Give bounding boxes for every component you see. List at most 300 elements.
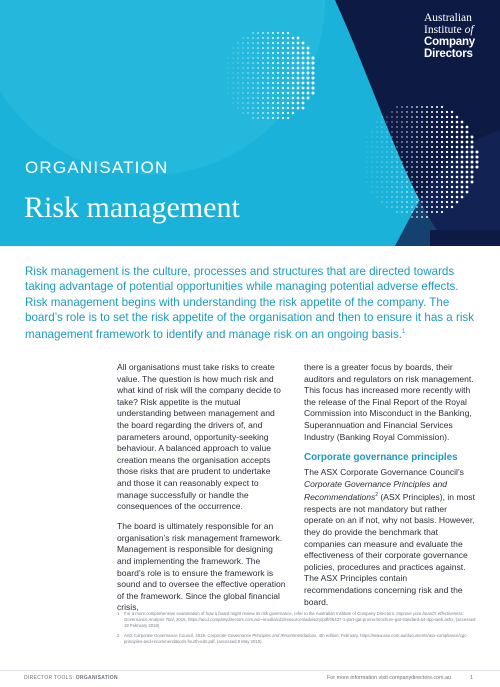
decorative-dot <box>461 136 464 139</box>
decorative-dot <box>451 116 453 118</box>
decorative-dot <box>426 111 428 113</box>
decorative-dot <box>406 111 407 112</box>
decorative-dot <box>367 142 368 143</box>
decorative-dot <box>451 131 453 133</box>
decorative-dot <box>297 37 300 40</box>
decorative-dot <box>292 77 295 80</box>
decorative-dot <box>451 191 453 193</box>
page-title: Risk management <box>24 191 240 224</box>
decorative-dot <box>391 176 392 177</box>
decorative-dot <box>416 186 418 188</box>
decorative-dot <box>391 206 392 207</box>
decorative-dot <box>431 201 433 203</box>
decorative-dot <box>267 37 269 39</box>
decorative-dot <box>247 97 248 98</box>
decorative-dot <box>252 32 253 33</box>
decorative-dot <box>372 142 373 143</box>
decorative-dot <box>267 42 269 44</box>
decorative-dot <box>461 126 464 129</box>
decorative-dot <box>431 211 433 213</box>
decorative-dot <box>262 47 264 49</box>
decorative-dot <box>302 107 305 110</box>
decorative-dot <box>456 161 459 164</box>
decorative-dot <box>277 32 279 34</box>
decorative-dot <box>426 216 428 218</box>
decorative-dot <box>382 187 383 188</box>
decorative-dot <box>446 191 448 193</box>
page-footer <box>0 670 500 687</box>
decorative-dot <box>431 131 433 133</box>
decorative-dot <box>252 82 253 83</box>
decorative-dot <box>287 42 289 44</box>
decorative-dot <box>377 167 378 168</box>
decorative-dot <box>401 206 402 207</box>
body-paragraph: The board is ultimately responsible for an organisation’s risk management framework. Management is responsible for designing and implementing the framework. The board’s role is to ensure the framework is sound and to oversee the effective operation of the framework. Since the global financial crisis, <box>117 521 286 613</box>
decorative-dot <box>471 171 474 174</box>
decorative-dot <box>252 57 253 58</box>
decorative-dot <box>436 141 438 143</box>
decorative-dot <box>252 52 253 53</box>
decorative-dot <box>302 102 305 105</box>
decorative-dot <box>262 32 264 34</box>
decorative-dot <box>272 117 274 119</box>
decorative-dot <box>401 201 402 202</box>
decorative-dot <box>242 52 243 53</box>
decorative-dot <box>386 141 387 142</box>
decorative-dot <box>431 181 433 183</box>
decorative-dot <box>411 186 413 188</box>
decorative-dot <box>461 191 464 194</box>
decorative-dot <box>446 176 448 178</box>
decorative-dot <box>431 176 433 178</box>
decorative-dot <box>272 32 274 34</box>
decorative-dot <box>302 82 305 85</box>
decorative-dot <box>277 102 279 104</box>
decorative-dot <box>401 211 402 212</box>
decorative-dot <box>451 121 453 123</box>
decorative-dot <box>297 87 300 90</box>
decorative-dot <box>446 136 448 138</box>
decorative-dot <box>456 131 459 134</box>
decorative-dot <box>466 146 469 149</box>
decorative-dot <box>441 181 443 183</box>
decorative-dot <box>307 87 310 90</box>
decorative-dot <box>252 42 253 43</box>
decorative-dot <box>396 151 397 152</box>
decorative-dot <box>416 131 418 133</box>
decorative-dot <box>406 126 407 127</box>
body-column-right <box>304 362 476 617</box>
decorative-dot <box>282 117 284 119</box>
decorative-dot <box>238 48 239 49</box>
decorative-dot <box>431 186 433 188</box>
decorative-dot <box>391 141 392 142</box>
decorative-dot <box>238 98 239 99</box>
decorative-dot <box>287 107 289 109</box>
decorative-dot <box>386 126 387 127</box>
decorative-dot <box>401 151 402 152</box>
decorative-dot <box>257 67 259 69</box>
decorative-dot <box>272 107 274 109</box>
decorative-dot <box>436 121 438 123</box>
decorative-dot <box>446 151 448 153</box>
decorative-dot <box>401 181 402 182</box>
decorative-dot <box>267 77 269 79</box>
decorative-dot <box>421 176 423 178</box>
decorative-dot <box>406 186 407 187</box>
decorative-dot <box>257 42 259 44</box>
decorative-dot <box>431 126 433 128</box>
decorative-dot <box>272 87 274 89</box>
decorative-dot <box>471 161 474 164</box>
decorative-dot <box>272 47 274 49</box>
decorative-dot <box>411 131 413 133</box>
decorative-dot <box>461 181 464 184</box>
decorative-dot <box>446 201 448 203</box>
decorative-dot <box>262 62 264 64</box>
decorative-dot <box>426 171 428 173</box>
decorative-dot <box>401 121 402 122</box>
decorative-dot <box>411 156 413 158</box>
decorative-dot <box>242 67 243 68</box>
decorative-dot <box>411 181 413 183</box>
decorative-dot <box>277 57 279 59</box>
decorative-dot <box>272 72 274 74</box>
decorative-dot <box>401 176 402 177</box>
decorative-dot <box>441 191 443 193</box>
decorative-dot <box>292 62 295 65</box>
decorative-dot <box>476 166 479 169</box>
footer-website-link[interactable]: For more information visit companydirectors.com.au <box>327 675 452 681</box>
decorative-dot <box>277 112 279 114</box>
decorative-dot <box>247 37 248 38</box>
decorative-dot <box>262 67 264 69</box>
decorative-dot <box>471 166 474 169</box>
decorative-dot <box>287 57 289 59</box>
decorative-dot <box>441 211 443 213</box>
decorative-dot <box>396 146 397 147</box>
decorative-dot <box>456 136 459 139</box>
decorative-dot <box>282 42 284 44</box>
decorative-dot <box>436 116 438 118</box>
decorative-dot <box>377 187 378 188</box>
decorative-dot <box>391 161 392 162</box>
decorative-dot <box>377 192 378 193</box>
decorative-dot <box>411 106 413 108</box>
decorative-dot <box>382 162 383 163</box>
decorative-dot <box>267 112 269 114</box>
decorative-dot <box>242 72 243 73</box>
decorative-dot <box>396 131 397 132</box>
decorative-dot <box>471 136 474 139</box>
decorative-dot <box>476 156 479 159</box>
decorative-dot <box>456 146 459 149</box>
decorative-dot <box>436 111 438 113</box>
decorative-dot <box>401 126 402 127</box>
decorative-dot <box>416 201 418 203</box>
decorative-dot <box>257 102 259 104</box>
decorative-dot <box>252 117 253 118</box>
decorative-dot <box>386 191 387 192</box>
decorative-dot <box>297 72 300 75</box>
decorative-dot <box>466 161 469 164</box>
decorative-dot <box>287 97 289 99</box>
decorative-dot <box>367 152 368 153</box>
decorative-dot <box>396 176 397 177</box>
decorative-dot <box>436 136 438 138</box>
decorative-dot <box>411 196 413 198</box>
decorative-dot <box>382 172 383 173</box>
decorative-dot <box>406 141 407 142</box>
decorative-dot <box>451 161 453 163</box>
body-paragraph: All organisations must take risks to create value. The question is how much risk and what kind of risk will the company decide to take? Risk appetite is the mutual understanding between management and the board regarding the drivers of, and parameters around, opportunity-seeking behaviour. A balanced approach to value creation means the organisation accepts those risks that are prudent to undertake and those it can reasonably expect to manage successfully or handle the consequences of the occurrence. <box>117 362 281 512</box>
footnote-ref-2[interactable]: 2 <box>375 492 379 499</box>
decorative-dot <box>247 102 248 103</box>
decorative-dot <box>282 102 284 104</box>
decorative-dot <box>431 161 433 163</box>
decorative-dot <box>302 42 305 45</box>
decorative-dot <box>272 77 274 79</box>
decorative-dot <box>377 162 378 163</box>
decorative-dot <box>426 126 428 128</box>
footer-section-label: DIRECTOR TOOLS: ORGANISATION <box>24 675 118 681</box>
decorative-dot <box>272 37 274 39</box>
decorative-dot <box>411 201 413 203</box>
decorative-dot <box>257 37 259 39</box>
decorative-dot <box>461 196 464 199</box>
decorative-dot <box>377 147 378 148</box>
decorative-dot <box>471 146 474 149</box>
decorative-dot <box>228 63 229 64</box>
decorative-dot <box>247 57 248 58</box>
decorative-dot <box>302 52 305 55</box>
decorative-dot <box>238 93 239 94</box>
decorative-dot <box>471 141 474 144</box>
decorative-dot <box>238 58 239 59</box>
decorative-dot <box>382 197 383 198</box>
decorative-dot <box>406 201 407 202</box>
decorative-dot <box>401 166 402 167</box>
decorative-dot <box>311 61 314 64</box>
decorative-dot <box>311 76 314 79</box>
decorative-dot <box>386 146 387 147</box>
decorative-dot <box>247 42 248 43</box>
decorative-dot <box>311 56 314 59</box>
decorative-dot <box>262 52 264 54</box>
decorative-dot <box>421 211 423 213</box>
decorative-dot <box>287 67 289 69</box>
decorative-dot <box>466 171 469 174</box>
decorative-dot <box>228 88 229 89</box>
decorative-dot <box>277 107 279 109</box>
decorative-dot <box>421 216 423 218</box>
decorative-dot <box>287 72 289 74</box>
decorative-dot <box>282 112 284 114</box>
decorative-dot <box>311 66 314 69</box>
decorative-dot <box>377 152 378 153</box>
decorative-dot <box>391 171 392 172</box>
decorative-dot <box>307 97 310 100</box>
decorative-dot <box>277 97 279 99</box>
decorative-dot <box>451 146 453 148</box>
decorative-dot <box>386 156 387 157</box>
decorative-dot <box>377 132 378 133</box>
decorative-dot <box>401 196 402 197</box>
decorative-dot <box>247 62 248 63</box>
decorative-dot <box>396 106 397 107</box>
decorative-dot <box>311 91 314 94</box>
decorative-dot <box>242 82 243 83</box>
decorative-dot <box>377 182 378 183</box>
decorative-dot <box>307 92 310 95</box>
decorative-dot <box>441 131 443 133</box>
decorative-dot <box>441 201 443 203</box>
decorative-dot <box>252 77 253 78</box>
decorative-dot <box>238 108 239 109</box>
decorative-dot <box>252 112 253 113</box>
decorative-dot <box>267 32 269 34</box>
decorative-dot <box>238 88 239 89</box>
decorative-dot <box>401 171 402 172</box>
decorative-dot <box>372 187 373 188</box>
decorative-dot <box>456 181 459 184</box>
decorative-dot <box>451 196 453 198</box>
decorative-dot <box>282 77 284 79</box>
decorative-dot <box>287 32 289 34</box>
decorative-dot <box>451 126 453 128</box>
decorative-dot <box>456 191 459 194</box>
decorative-dot <box>267 107 269 109</box>
decorative-dot <box>466 141 469 144</box>
logo-line-3: Company <box>424 36 475 48</box>
decorative-dot <box>391 181 392 182</box>
decorative-dot <box>411 166 413 168</box>
decorative-dot <box>391 201 392 202</box>
decorative-dot <box>247 87 248 88</box>
decorative-dot <box>267 102 269 104</box>
decorative-dot <box>416 116 418 118</box>
decorative-dot <box>282 67 284 69</box>
decorative-dot <box>242 97 243 98</box>
decorative-dot <box>421 186 423 188</box>
decorative-dot <box>466 126 469 129</box>
decorative-dot <box>277 37 279 39</box>
decorative-dot <box>262 82 264 84</box>
decorative-dot <box>431 156 433 158</box>
decorative-dot <box>461 176 464 179</box>
decorative-dot <box>456 166 459 169</box>
decorative-dot <box>421 201 423 203</box>
decorative-dot <box>382 192 383 193</box>
decorative-dot <box>461 166 464 169</box>
decorative-dot <box>401 141 402 142</box>
decorative-dot <box>287 87 289 89</box>
decorative-dot <box>451 141 453 143</box>
decorative-dot <box>257 117 259 119</box>
decorative-dot <box>267 52 269 54</box>
decorative-dot <box>441 171 443 173</box>
decorative-dot <box>282 87 284 89</box>
decorative-dot <box>396 121 397 122</box>
decorative-dot <box>282 32 284 34</box>
decorative-dot <box>272 67 274 69</box>
decorative-dot <box>297 67 300 70</box>
decorative-dot <box>396 166 397 167</box>
decorative-dot <box>297 92 300 95</box>
decorative-dot <box>382 122 383 123</box>
decorative-dot <box>382 147 383 148</box>
decorative-dot <box>421 206 423 208</box>
decorative-dot <box>441 161 443 163</box>
decorative-dot <box>372 167 373 168</box>
decorative-dot <box>461 141 464 144</box>
decorative-dot <box>302 72 305 75</box>
decorative-dot <box>456 151 459 154</box>
decorative-dot <box>431 191 433 193</box>
decorative-dot <box>277 42 279 44</box>
decorative-dot <box>461 131 464 134</box>
decorative-dot <box>297 82 300 85</box>
decorative-dot <box>247 47 248 48</box>
decorative-dot <box>386 161 387 162</box>
decorative-dot <box>386 181 387 182</box>
decorative-dot <box>272 102 274 104</box>
decorative-dot <box>386 166 387 167</box>
decorative-dot <box>471 181 474 184</box>
decorative-dot <box>292 82 295 85</box>
decorative-dot <box>228 68 229 69</box>
decorative-dot <box>406 146 407 147</box>
decorative-dot <box>282 92 284 94</box>
decorative-dot <box>386 206 387 207</box>
decorative-dot <box>396 211 397 212</box>
decorative-dot <box>242 42 243 43</box>
decorative-dot <box>436 196 438 198</box>
decorative-dot <box>426 116 428 118</box>
decorative-dot <box>257 72 259 74</box>
decorative-dot <box>282 72 284 74</box>
decorative-dot <box>377 127 378 128</box>
decorative-dot <box>416 141 418 143</box>
logo-line-4: Directors <box>424 48 473 60</box>
decorative-dot <box>272 82 274 84</box>
decorative-dot <box>441 111 443 113</box>
decorative-dot <box>451 111 453 113</box>
decorative-dot <box>277 92 279 94</box>
decorative-dot <box>461 146 464 149</box>
section-heading: Corporate governance principles <box>304 451 458 463</box>
decorative-dot <box>277 87 279 89</box>
decorative-dot <box>252 97 253 98</box>
decorative-dot <box>242 102 243 103</box>
decorative-dot <box>247 72 248 73</box>
decorative-dot <box>416 151 418 153</box>
decorative-dot <box>292 47 295 50</box>
decorative-dot <box>421 111 423 113</box>
decorative-dot <box>307 52 310 55</box>
decorative-dot <box>416 146 418 148</box>
decorative-dot <box>252 62 253 63</box>
decorative-dot <box>302 62 305 65</box>
decorative-dot <box>436 106 438 108</box>
decorative-dot <box>421 151 423 153</box>
decorative-dot <box>421 181 423 183</box>
footnote-ref-1[interactable]: 1 <box>402 329 406 336</box>
decorative-dot <box>257 107 259 109</box>
decorative-dot <box>252 87 253 88</box>
decorative-dot <box>272 97 274 99</box>
decorative-dot <box>242 37 243 38</box>
